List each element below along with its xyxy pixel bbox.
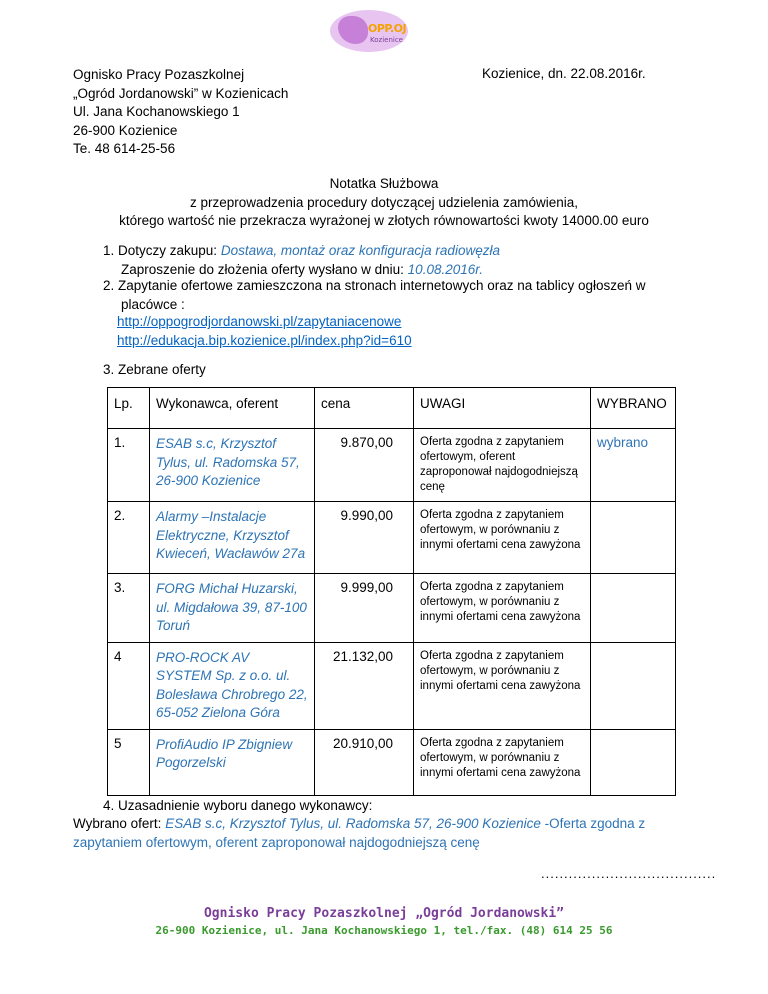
cell-note: Oferta zgodna z zapytaniem ofertowym, w porównaniu z innymi ofertami cena zawyżona xyxy=(414,502,591,574)
cell-note: Oferta zgodna z zapytaniem ofertowym, w porównaniu z innymi ofertami cena zawyżona xyxy=(414,642,591,729)
footer-institution: Ognisko Pracy Pozaszkolnej „Ogród Jordanowski” xyxy=(203,906,565,921)
cell-lp: 4 xyxy=(108,642,150,729)
cell-note: Oferta zgodna z zapytaniem ofertowym, oferent zaproponował najdogodniejszą cenę xyxy=(414,429,591,502)
table-row xyxy=(108,729,676,795)
item-1 xyxy=(103,242,500,261)
sender-line: Te. 48 614-25-56 xyxy=(73,141,176,156)
sender-line: 26-900 Kozienice xyxy=(73,122,178,138)
cell-price: 9.990,00 xyxy=(315,502,414,574)
logo-subtext: Kozienice xyxy=(370,36,403,44)
table-row xyxy=(108,642,676,729)
item-2-links xyxy=(117,313,412,350)
table-row xyxy=(108,574,676,643)
item-2-line: placówce : xyxy=(121,296,185,312)
choice-value: ESAB s.c, Krzysztof Tylus, ul. Radomska 57, 26-900 Kozienice xyxy=(165,816,541,831)
cell-lp: 2. xyxy=(108,502,150,574)
sender-line: Ognisko Pracy Pozaszkolnej xyxy=(73,67,245,82)
cell-lp: 3. xyxy=(108,574,150,643)
cell-chosen xyxy=(591,502,676,574)
document-date: Kozienice, dn. 22.08.2016r. xyxy=(482,66,646,81)
item-2-line: 2. Zapytanie ofertowe zamieszczona na stronach internetowych oraz na tablicy ogłoszeń w xyxy=(103,278,646,293)
logo xyxy=(330,10,408,52)
item-2 xyxy=(103,277,646,314)
table-header-row xyxy=(108,388,676,429)
cell-note: Oferta zgodna z zapytaniem ofertowym, w porównaniu z innymi ofertami cena zawyżona xyxy=(414,574,591,643)
cell-name: Alarmy –Instalacje Elektryczne, Krzysztof Kwieceń, Wacławów 27a xyxy=(150,502,315,574)
item-3-label: 3. Zebrane oferty xyxy=(103,362,206,377)
logo-text: OPP.OJ xyxy=(368,22,407,35)
cell-lp: 5 xyxy=(108,729,150,795)
link-zapytania[interactable]: http://oppogrodjordanowski.pl/zapytaniacenowe xyxy=(117,314,402,329)
cell-name: ProfiAudio IP Zbigniew Pogorzelski xyxy=(150,729,315,795)
cell-price: 9.870,00 xyxy=(315,429,414,502)
cell-chosen xyxy=(591,729,676,795)
cell-price: 20.910,00 xyxy=(315,729,414,795)
offers-table xyxy=(107,387,676,796)
cell-chosen xyxy=(591,574,676,643)
cell-name: ESAB s.c, Krzysztof Tylus, ul. Radomska 57, 26-900 Kozienice xyxy=(150,429,315,502)
table-row xyxy=(108,429,676,502)
invite-date: 10.08.2016r. xyxy=(407,262,483,277)
cell-name: FORG Michał Huzarski, ul. Migdałowa 39, 87-100 Toruń xyxy=(150,574,315,643)
hand-icon xyxy=(338,16,368,44)
item-4-label: 4. Uzasadnienie wyboru danego wykonawcy: xyxy=(103,798,373,813)
cell-price: 21.132,00 xyxy=(315,642,414,729)
table-row xyxy=(108,502,676,574)
signature-line: ...................................... xyxy=(541,866,717,881)
sender-address xyxy=(73,66,288,159)
sender-line: Ul. Jana Kochanowskiego 1 xyxy=(73,104,240,119)
cell-lp: 1. xyxy=(108,429,150,502)
header-chosen: WYBRANO xyxy=(591,388,676,429)
header-lp: Lp. xyxy=(108,388,150,429)
title-line: którego wartość nie przekracza wyrażonej w złotych równowartości kwoty 14000.00 euro xyxy=(119,213,649,228)
title-line: z przeprowadzenia procedury dotyczącej udzielenia zamówienia, xyxy=(190,194,578,210)
title-line: Notatka Służbowa xyxy=(329,176,439,191)
header-contractor: Wykonawca, oferent xyxy=(150,388,315,429)
cell-note: Oferta zgodna z zapytaniem ofertowym, w porównaniu z innymi ofertami cena zawyżona xyxy=(414,729,591,795)
cell-price: 9.999,00 xyxy=(315,574,414,643)
item-1-value: Dostawa, montaż oraz konfiguracja radiowęzła xyxy=(220,243,500,258)
item-1-label: 1. Dotyczy zakupu: xyxy=(103,243,218,258)
link-bip[interactable]: http://edukacja.bip.kozienice.pl/index.php?id=610 xyxy=(117,332,412,348)
document-title xyxy=(0,175,768,231)
item-4-choice xyxy=(73,815,693,852)
cell-name: PRO-ROCK AV SYSTEM Sp. z o.o. ul. Bolesława Chrobrego 22, 65-052 Zielona Góra xyxy=(150,642,315,729)
header-price: cena xyxy=(315,388,414,429)
sender-line: „Ogród Jordanowski” w Kozienicach xyxy=(73,85,289,101)
footer-address: 26-900 Kozienice, ul. Jana Kochanowskiego 1, tel./fax. (48) 614 25 56 xyxy=(155,924,613,937)
invite-label: Zaproszenie do złożenia oferty wysłano w dniu: xyxy=(121,262,404,277)
cell-chosen: wybrano xyxy=(591,429,676,502)
header-notes: UWAGI xyxy=(414,388,591,429)
choice-reason: -Oferta zgodna z zapytaniem ofertowym, oferent zaproponował najdogodniejszą cenę xyxy=(73,816,646,850)
cell-chosen xyxy=(591,642,676,729)
choice-label: Wybrano ofert: xyxy=(73,816,162,831)
